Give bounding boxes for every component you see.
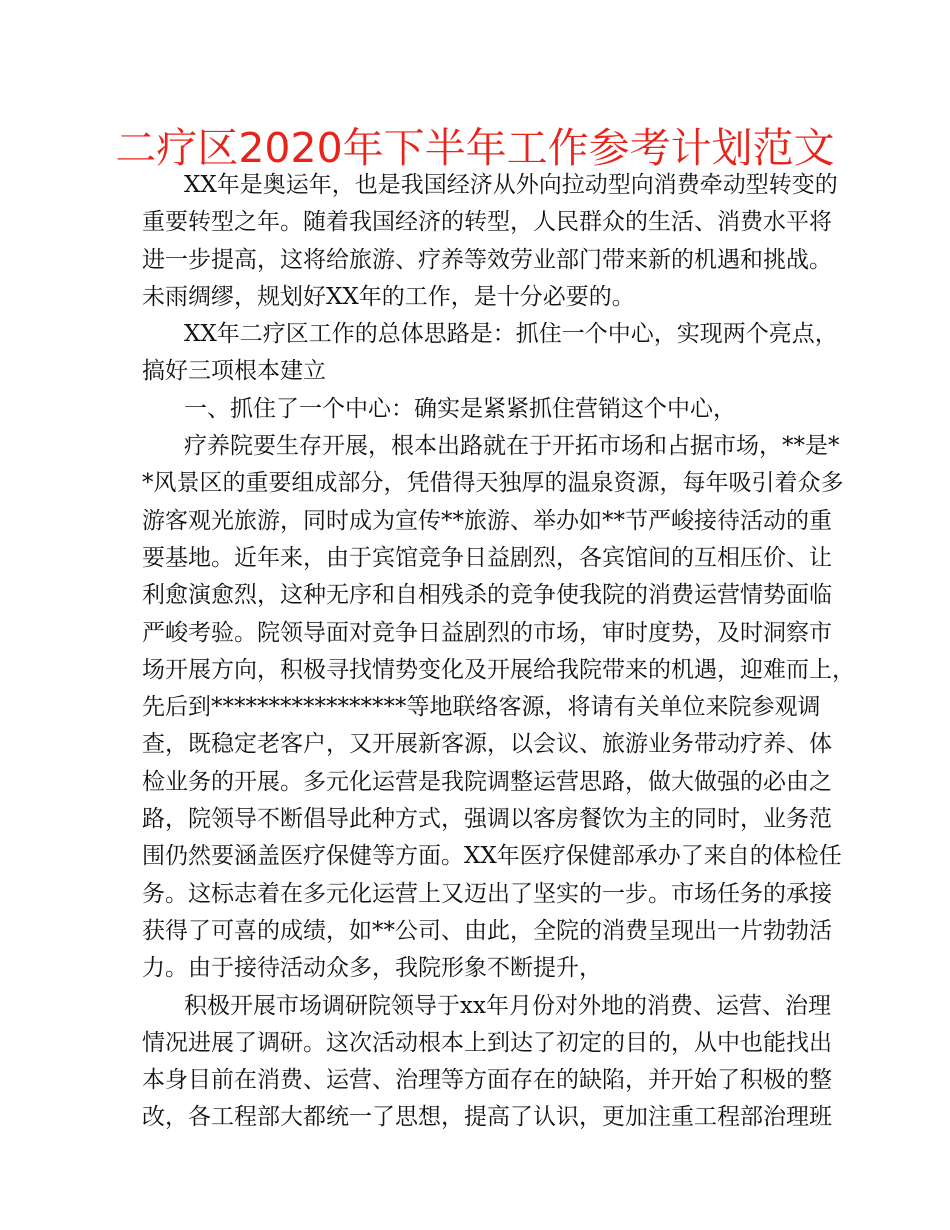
paragraph-line: 情况进展了调研。这次活动根本上到达了初定的目的，从中也能找出 xyxy=(142,1029,832,1056)
document-title: 二疗区2020年下半年工作参考计划范文 xyxy=(115,124,835,172)
paragraph-line: 游客观光旅游，同时成为宣传**旅游、举办如**节严峻接待活动的重 xyxy=(142,507,832,534)
paragraph-line: 围仍然要涵盖医疗保健等方面。XX年医疗保健部承办了来自的体检任 xyxy=(142,843,842,870)
paragraph-line: 未雨绸缪，规划好XX年的工作，是十分必要的。 xyxy=(142,283,635,310)
paragraph-line: XX年二疗区工作的总体思路是：抓住一个中心，实现两个亮点， xyxy=(184,321,838,348)
paragraph-line: 疗养院要生存开展，根本出路就在于开拓市场和占据市场，**是* xyxy=(184,433,840,460)
paragraph-line: 一、抓住了一个中心：确实是紧紧抓住营销这个中心， xyxy=(184,395,736,422)
paragraph-line: 利愈演愈烈，这种无序和自相残杀的竞争使我院的消费运营情势面临 xyxy=(142,582,832,609)
paragraph-line: 积极开展市场调研院领导于xx年月份对外地的消费、运营、治理 xyxy=(184,992,831,1019)
paragraph-line: 务。这标志着在多元化运营上又迈出了坚实的一步。市场任务的承接 xyxy=(142,880,832,907)
paragraph-line: 查，既稳定老客户，又开展新客源，以会议、旅游业务带动疗养、体 xyxy=(142,731,832,758)
paragraph-line: 获得了可喜的成绩，如**公司、由此，全院的消费呈现出一片勃勃活 xyxy=(142,917,832,944)
paragraph-line: 力。由于接待活动众多，我院形象不断提升， xyxy=(142,955,602,982)
paragraph-line: *风景区的重要组成部分，凭借得天独厚的温泉资源，每年吸引着众多 xyxy=(142,470,844,497)
paragraph-line: 重要转型之年。随着我国经济的转型，人民群众的生活、消费水平将 xyxy=(142,209,832,236)
paragraph-line: XX年是奥运年，也是我国经济从外向拉动型向消费牵动型转变的 xyxy=(184,172,838,198)
paragraph-line: 搞好三项根本建立 xyxy=(142,358,326,385)
paragraph-line: 改，各工程部大都统一了思想，提高了认识，更加注重工程部治理班 xyxy=(142,1104,832,1131)
document-body xyxy=(142,167,855,1137)
paragraph-line: 严峻考验。院领导面对竞争日益剧烈的市场，审时度势，及时洞察市 xyxy=(142,619,832,646)
paragraph-line: 要基地。近年来，由于宾馆竞争日益剧烈，各宾馆间的互相压价、让 xyxy=(142,544,832,571)
paragraph-line: 本身目前在消费、运营、治理等方面存在的缺陷，并开始了积极的整 xyxy=(142,1067,832,1094)
paragraph-line: 进一步提高，这将给旅游、疗养等效劳业部门带来新的机遇和挑战。 xyxy=(142,246,832,273)
paragraph-line: 先后到*****************等地联络客源，将请有关单位来院参观调 xyxy=(142,694,821,721)
paragraph-line: 场开展方向，积极寻找情势变化及开展给我院带来的机遇，迎难而上， xyxy=(142,656,855,683)
paragraph-line: 路，院领导不断倡导此种方式，强调以客房餐饮为主的同时，业务范 xyxy=(142,806,832,833)
paragraph-line: 检业务的开展。多元化运营是我院调整运营思路，做大做强的必由之 xyxy=(142,768,832,795)
